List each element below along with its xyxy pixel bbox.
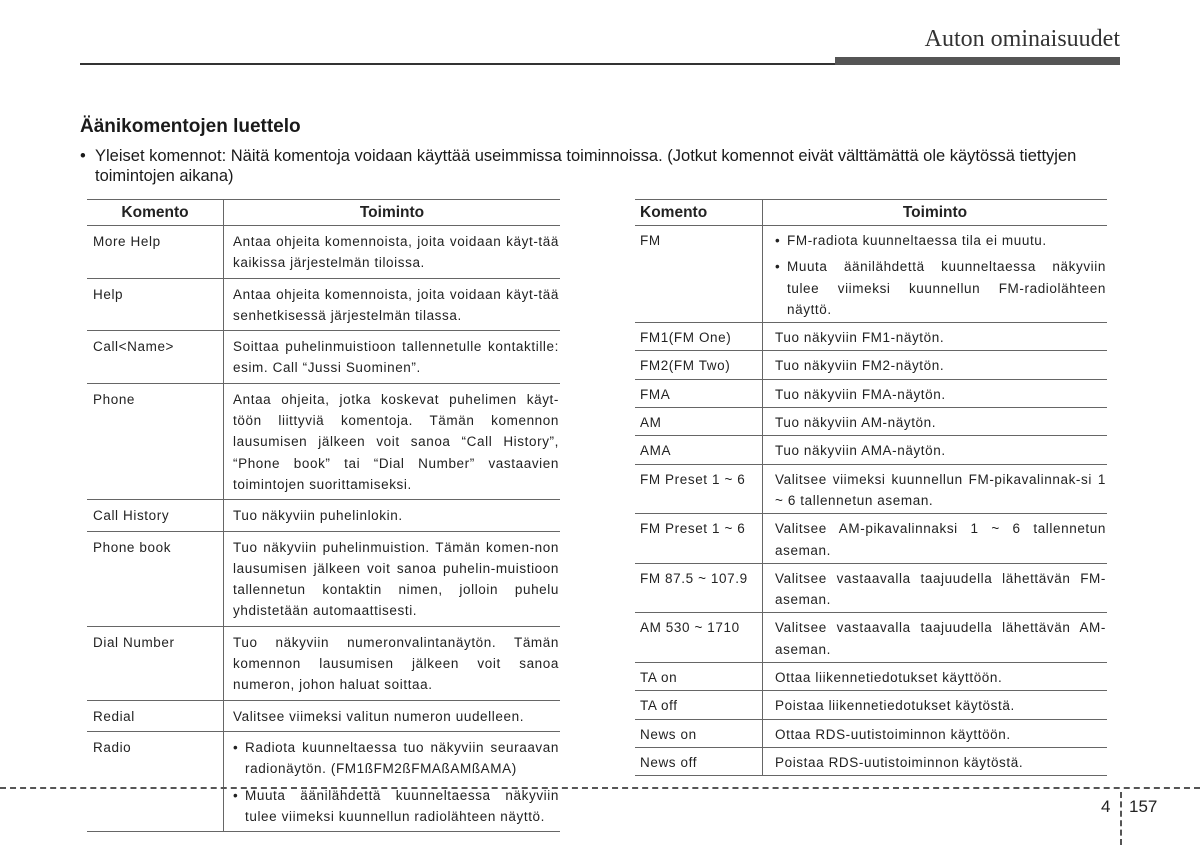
table-header-row [635,200,1107,226]
bullet-icon: • [233,787,239,803]
command-cell: TA off [635,691,763,719]
table-row [635,613,1107,663]
table-row [635,408,1107,436]
action-cell [763,747,1108,775]
command-cell: Phone book [87,531,224,626]
intro-paragraph [80,146,1125,186]
action-cell [224,278,561,331]
header-rule-accent [835,57,1120,65]
table-body [635,226,1107,776]
table-row [635,663,1107,691]
action-cell [763,408,1108,436]
table-row [87,531,560,626]
command-cell: Radio [87,731,224,831]
table-row [635,351,1107,379]
command-cell: News on [635,719,763,747]
bullet-icon: • [775,233,781,248]
action-text: Valitsee vastaavalla taajuudella lähettävän FM-aseman. [775,570,1106,608]
action-cell [763,514,1108,564]
bullet-icon: • [80,147,86,165]
bullet-text: Muuta äänilähdettä kuunneltaessa näkyviin tulee viimeksi kuunnellun radiolähteen näyttö. [245,787,559,824]
action-text: Tuo näkyviin AMA-näytön. [775,443,946,459]
command-cell: FM 87.5 ~ 107.9 [635,563,763,613]
action-text: Valitsee vastaavalla taajuudella lähettävän AM-aseman. [775,620,1106,657]
command-cell: More Help [87,226,224,279]
command-cell: FM1(FM One) [635,323,763,351]
action-text: Tuo näkyviin numeronvalintanäytön. Tämän komennon lausumisen jälkeen voit sanoa numeron, johon haluat soittaa. [233,634,559,693]
command-cell: FM Preset 1 ~ 6 [635,514,763,564]
command-cell: Call<Name> [87,331,224,384]
command-table-right [635,199,1107,776]
action-cell [224,700,561,731]
command-cell: News off [635,747,763,775]
intro-text: Yleiset komennot: Näitä komentoja voidaan käyttää useimmissa toiminnoissa. (Jotkut komennot eivät välttämättä ole käytössä tiettyjen toimintojen aikana) [95,147,1077,185]
table-row [635,514,1107,564]
table-row [87,731,560,831]
bullet-icon: • [775,259,781,275]
page-number-separator [1120,792,1122,845]
table-row [635,226,1107,323]
action-cell [763,464,1108,514]
command-cell: Help [87,278,224,331]
bullet-item [775,256,1106,320]
action-text: Ottaa RDS-uutistoiminnon käyttöön. [775,726,1011,742]
action-text: Antaa ohjeita, jotka koskevat puhelimen käyt-töön liittyviä komentoja. Tämän komennon lausumisen jälkeen voit sanoa “Call History”, “Phone book” tai “Dial Number” vastaavien toimintojen suorittamiseksi. [233,391,559,492]
table-row [635,563,1107,613]
table-body [87,226,560,832]
column-header-command: Komento [635,200,763,226]
column-header-action: Toiminto [763,200,1108,226]
chapter-number: 4 [1101,797,1111,816]
action-cell [763,226,1108,323]
action-cell [763,436,1108,464]
action-text: Poistaa RDS-uutistoiminnon käytöstä. [775,754,1024,770]
table-row [635,719,1107,747]
action-text: Valitsee viimeksi valitun numeron uudelleen. [233,708,525,724]
action-text: Tuo näkyviin puhelinlokin. [233,508,403,524]
action-text: Poistaa liikennetiedotukset käytöstä. [775,698,1015,714]
command-cell: FM [635,226,763,323]
command-cell: AM 530 ~ 1710 [635,613,763,663]
command-cell: FM Preset 1 ~ 6 [635,464,763,514]
bullet-item [233,737,559,780]
action-cell [224,226,561,279]
action-cell [224,500,561,531]
action-cell [763,563,1108,613]
command-cell: FMA [635,379,763,407]
table-row [635,323,1107,351]
command-cell: Dial Number [87,626,224,700]
action-text: Tuo näkyviin puhelinmuistion. Tämän komen-non lausumisen jälkeen voit sanoa puhelin-muistioon tallennetun kontaktin nimen, jolloin puhelu yhdistetään automaattisesti. [233,539,559,619]
table-row [87,500,560,531]
command-table-left [87,199,560,832]
action-cell [763,613,1108,663]
action-cell [763,663,1108,691]
command-cell: Redial [87,700,224,731]
command-cell: AM [635,408,763,436]
table-row [635,379,1107,407]
command-cell: Call History [87,500,224,531]
action-text: Tuo näkyviin AM-näytön. [775,415,937,431]
bullet-text: Muuta äänilähdettä kuunneltaessa näkyviin tulee viimeksi kuunnellun FM-radiolähteen näyttö. [787,259,1106,317]
action-cell [763,323,1108,351]
page-number: 157 [1129,797,1158,816]
column-header-action: Toiminto [224,200,561,226]
command-cell: FM2(FM Two) [635,351,763,379]
table-row [635,691,1107,719]
table-row [635,747,1107,775]
action-text: Valitsee AM-pikavalinnaksi 1 ~ 6 tallennetun aseman. [775,521,1106,558]
command-cell: Phone [87,383,224,499]
table-row [87,700,560,731]
bullet-item [233,785,559,828]
page-header-title: Auton ominaisuudet [924,26,1120,52]
bullet-icon: • [233,739,239,755]
table-row [635,464,1107,514]
action-text: Tuo näkyviin FM2-näytön. [775,358,945,374]
action-cell [763,719,1108,747]
section-title: Äänikomentojen luettelo [80,116,301,137]
footer-rule [0,787,1200,789]
table-row [87,383,560,499]
action-cell [763,691,1108,719]
bullet-text: Radiota kuunneltaessa tuo näkyviin seuraavan radionäytön. (FM1ßFM2ßFMAßAMßAMA) [245,739,559,777]
header-rule [80,63,840,65]
action-text: Antaa ohjeita komennoista, joita voidaan käyt-tää kaikissa järjestelmän tiloissa. [233,234,559,271]
column-header-command: Komento [87,200,224,226]
action-cell [224,731,561,831]
action-cell [763,379,1108,407]
action-text: Soittaa puhelinmuistioon tallennetulle kontaktille: esim. Call “Jussi Suominen”. [233,339,559,376]
bullet-text: FM-radiota kuunneltaessa tila ei muutu. [787,233,1047,248]
action-text: Tuo näkyviin FMA-näytön. [775,386,946,402]
bullet-item [775,230,1106,251]
action-cell [224,531,561,626]
table-header-row [87,200,560,226]
table-row [87,626,560,700]
action-text: Valitsee viimeksi kuunnellun FM-pikavalinnak-si 1 ~ 6 tallennetun aseman. [775,471,1106,508]
table-row [87,226,560,279]
action-cell [763,351,1108,379]
action-cell [224,331,561,384]
action-text: Antaa ohjeita komennoista, joita voidaan käyt-tää senhetkisessä järjestelmän tilassa. [233,286,559,323]
action-text: Ottaa liikennetiedotukset käyttöön. [775,670,1003,686]
table-row [87,278,560,331]
table-row [87,331,560,384]
command-cell: AMA [635,436,763,464]
table-row [635,436,1107,464]
action-text: Tuo näkyviin FM1-näytön. [775,330,945,346]
action-cell [224,383,561,499]
action-cell [224,626,561,700]
command-cell: TA on [635,663,763,691]
